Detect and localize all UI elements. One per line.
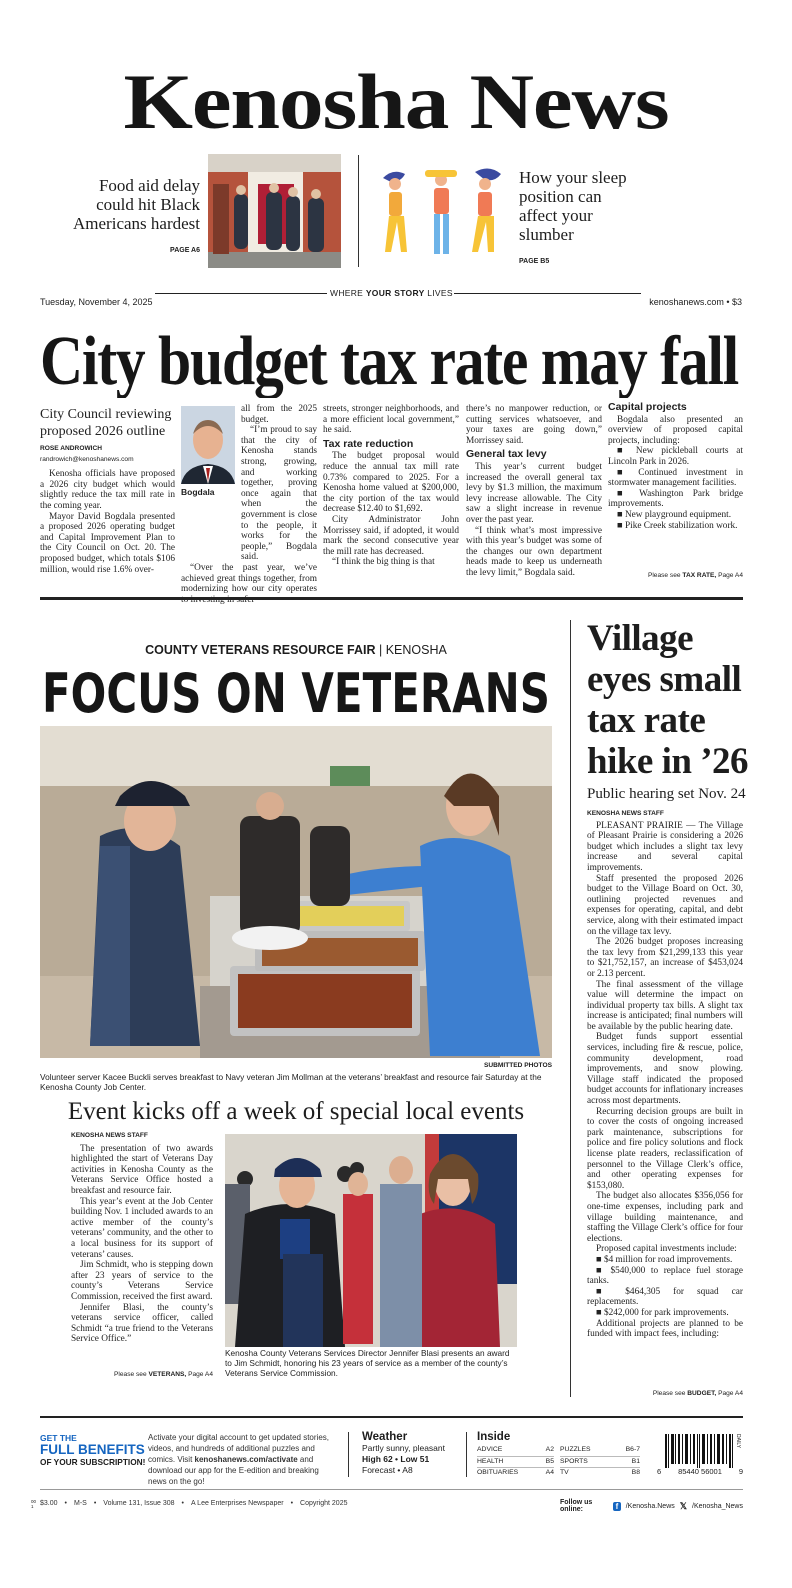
award-photo[interactable] <box>225 1134 517 1347</box>
barcode-number: 6 85440 56001 9 <box>657 1467 743 1476</box>
lead-column-5 <box>608 402 743 531</box>
village-para: Proposed capital investments include: <box>596 1244 737 1255</box>
veterans-story <box>71 1131 213 1345</box>
lead-para: streets, stronger neighborhoods, and a more efficient local government,” he said. <box>323 404 459 436</box>
weather-title: Weather <box>362 1431 408 1443</box>
inside-index <box>477 1431 640 1479</box>
weather-temps: High 62 • Low 51 <box>362 1454 430 1464</box>
lead-column-1 <box>40 406 175 575</box>
teaser-divider <box>358 155 359 267</box>
teaser-sleep[interactable] <box>519 168 629 271</box>
activate-link[interactable]: kenoshanews.com/activate <box>194 1455 298 1464</box>
inside-item[interactable]: HEALTH B5 <box>477 1457 554 1469</box>
dateline-rule-left <box>155 293 327 294</box>
subscription-promo[interactable] <box>40 1433 150 1467</box>
lead-para: This year’s current budget increased the overall general tax levy by $1.3 million, the maximum levy increase allowable. The City saw a slight increase in revenue over the past year. <box>466 461 602 525</box>
lead-para: all from the 2025 budget. <box>241 404 317 425</box>
award-photo-caption: Kenosha County Veterans Services Director Jennifer Blasi presents an award to Jim Schmidt, honoring his 23 years of service as a member of the county’s Veterans Service Commission. <box>225 1348 510 1378</box>
dateline-rule-right <box>454 293 641 294</box>
teaser-food-aid[interactable] <box>60 176 200 260</box>
barcode-edition: DAILY <box>735 1434 741 1449</box>
info-tiny: 00 1 <box>31 1499 37 1509</box>
event-headline[interactable]: Event kicks off a week of special local events <box>67 1098 525 1125</box>
veterans-jump[interactable]: Please see VETERANS, Page A4 <box>114 1371 213 1378</box>
lead-para: City Administrator John Morrissey said, if adopted, it would mark the second consecutive year the mill rate has decreased. <box>323 514 459 557</box>
lead-jump[interactable]: Please see TAX RATE, Page A4 <box>647 572 743 579</box>
veterans-para: Jennifer Blasi, the county’s veterans service officer, called Schmidt “a true friend to the Veterans Service Office.” <box>71 1302 213 1345</box>
teaser-sleep-page: PAGE B5 <box>519 258 550 265</box>
social-links <box>560 1499 743 1513</box>
lead-para: Bogdala also presented an overview of proposed capital projects, including: <box>608 414 743 446</box>
promo-line-1: GET THE <box>40 1433 77 1443</box>
column-divider <box>570 620 571 1397</box>
promo-line-2: FULL BENEFITS <box>40 1442 145 1457</box>
lead-column-2 <box>181 404 317 605</box>
lead-bullet: ■ New playground equipment. <box>617 509 732 520</box>
village-deck: Public hearing set Nov. 24 <box>587 786 746 802</box>
teaser-sleep-headline: How your sleep position can affect your slumber <box>519 168 627 244</box>
info-copyright: Copyright 2025 <box>300 1500 348 1507</box>
twitter-handle[interactable]: /Kenosha_News <box>692 1502 743 1510</box>
teaser-food-aid-page: PAGE A6 <box>170 247 200 254</box>
subhead-capital-projects: Capital projects <box>608 401 687 413</box>
lead-para: there’s no manpower reduction, or cutting services whatsoever, and your taxes are going down,” Morrissey said. <box>466 404 602 446</box>
lead-para: “I’m proud to say that the city of Kenosha stands strong, growing, and working together, proving once again that when the government is close to the people, it works for the people,” Bogdala said. <box>241 425 317 563</box>
masthead <box>0 58 792 138</box>
follow-label: Follow us online: <box>560 1499 593 1513</box>
lead-headline-text: City budget tax rate may fall <box>40 326 739 398</box>
barcode-bars <box>657 1434 743 1468</box>
veterans-byline: KENOSHA NEWS STAFF <box>71 1132 148 1139</box>
lead-headline[interactable] <box>40 326 760 398</box>
footer-divider-2 <box>466 1432 467 1477</box>
lead-para: “I think what’s most impressive with this year’s budget was some of the changes our own department heads made to keep us underneath the levy limit,” Bogdala said. <box>466 525 602 578</box>
inside-item[interactable]: SPORTS B1 <box>560 1457 640 1469</box>
veterans-para: Jim Schmidt, who is stepping down after 23 years of service to the county’s Veterans Service Commission, received the first award. <box>71 1260 213 1302</box>
lead-bullet: ■ Continued investment in stormwater management facilities. <box>608 467 743 489</box>
village-story <box>587 809 743 1340</box>
lead-column-3 <box>323 404 459 568</box>
village-bullet: ■ $242,000 for park improvements. <box>596 1307 729 1318</box>
footer-divider-1 <box>348 1432 349 1477</box>
info-publisher: A Lee Enterprises Newspaper <box>190 1500 284 1507</box>
sleeper-3 <box>472 168 501 252</box>
veterans-photo-credit: SUBMITTED PHOTOS <box>483 1062 552 1069</box>
barcode <box>657 1434 743 1480</box>
village-para: Recurring decision groups are built in to cover the costs of ongoing increased park maintenance, subscriptions for police and fire policy solutions and flock license plate readers, reclassification of personnel to the Village Clerk’s office, and other operating expenses for $153,080. <box>587 1106 743 1191</box>
inside-item[interactable]: OBITUARIES A4 <box>477 1469 554 1476</box>
veterans-para: The presentation of two awards highlighted the start of Veterans Day activities in Kenosha County as the Veterans Service Office hosted a breakfast and resource fair. <box>71 1143 213 1196</box>
lead-para: Kenosha officials have proposed a 2026 city budget which would slightly reduce the tax mill rate in the coming year. <box>40 469 175 511</box>
sleeper-2 <box>425 170 457 254</box>
lead-bullet: ■ Washington Park bridge improvements. <box>608 488 743 510</box>
veterans-kicker: COUNTY VETERANS RESOURCE FAIR | KENOSHA <box>145 643 447 657</box>
village-bullet: ■ $4 million for road improvements. <box>596 1254 733 1265</box>
lead-byline: ROSE ANDROWICH <box>40 445 103 452</box>
inside-item[interactable]: ADVICE A2 <box>477 1445 554 1457</box>
tagline: WHERE YOUR STORY LIVES <box>330 288 453 298</box>
promo-text: Activate your digital account to get updated stories, videos, and hundreds of additional puzzles and comics. Visit kenoshanews.com/activate and download our app for the E-edition and breaking news on the go! <box>148 1433 329 1486</box>
publication-info: $3.00 • M-S • Volume 131, Issue 308 • A Lee Enterprises Newspaper • Copyright 2025 <box>40 1500 348 1507</box>
village-para: The 2026 budget proposes increasing the tax levy from $21,299,133 this year to $21,752,157, an increase of $453,024 or 2.13 percent. <box>587 937 743 979</box>
lead-deck: City Council reviewing proposed 2026 outline <box>40 407 172 439</box>
veterans-headline-text: FOCUS ON VETERANS <box>42 662 550 720</box>
promo-line-3: OF YOUR SUBSCRIPTION! <box>40 1457 146 1467</box>
village-para: Additional projects are planned to be funded with impact fees, including: <box>587 1318 743 1340</box>
subhead-tax-rate-reduction: Tax rate reduction <box>323 437 414 450</box>
lead-bullet: ■ New pickleball courts at Lincoln Park in 2026. <box>608 446 743 467</box>
weather-box[interactable] <box>362 1431 462 1476</box>
veterans-para: This year’s event at the Job Center building Nov. 1 included awards to an active member of the county’s veterans’ community, and the other to a local business for its support of veterans’ causes. <box>71 1196 213 1260</box>
site-price[interactable]: kenoshanews.com • $3 <box>649 297 742 307</box>
inside-title: Inside <box>477 1431 511 1443</box>
footer-info-rule <box>40 1489 743 1490</box>
lead-para: “I think the big thing is that <box>332 557 435 568</box>
section-rule <box>40 597 743 600</box>
village-para: Staff presented the proposed 2026 budget to the Village Board on Oct. 30, outlining projected revenues and expenses for operating, capital, and debt service, along with their estimated impact on the village tax levy. <box>587 873 743 937</box>
bogdala-caption: Bogdala <box>181 487 215 497</box>
inside-grid <box>477 1445 640 1479</box>
crowd <box>343 1156 422 1347</box>
info-volume: Volume 131, Issue 308 <box>103 1500 175 1507</box>
village-headline[interactable]: Village eyes small tax rate hike in ’26 <box>587 618 749 782</box>
village-para: Budget funds support essential services, including fire & rescue, police, community development, road improvements, and snow plowing. Village staff indicated the proposed budget accounts for inflationary increases across most departments. <box>587 1032 743 1107</box>
village-jump[interactable]: Please see BUDGET, Page A4 <box>652 1390 743 1397</box>
veterans-headline[interactable] <box>40 660 552 720</box>
masthead-logo <box>116 58 676 138</box>
lead-para: The budget proposal would reduce the annual tax mill rate 0.73% compared to 2025. For a Kenosha home valued at $200,000, the city portion of the tax would decrease $12.40 to $1,692. <box>323 451 459 515</box>
lead-email[interactable]: randrowich@kenoshanews.com <box>40 455 134 463</box>
lead-column-4 <box>466 404 602 579</box>
teaser-food-aid-headline: Food aid delay could hit Black Americans hardest <box>73 176 200 233</box>
info-days: M-S <box>73 1500 87 1507</box>
facebook-icon[interactable]: f <box>613 1502 621 1511</box>
info-price: $3.00 <box>40 1500 58 1507</box>
veterans-photo-caption: Volunteer server Kacee Buckli serves breakfast to Navy veteran Jim Mollman at the veterans’ breakfast and resource fair Saturday at the Kenosha County Job Center. <box>40 1072 542 1092</box>
teaser-food-aid-photo[interactable] <box>208 154 341 268</box>
inside-item[interactable]: TV B8 <box>560 1469 640 1476</box>
village-para: PLEASANT PRAIRIE — The Village of Pleasant Prairie is considering a 2026 budget which includes a slight tax levy increase and several capital improvements. <box>587 820 743 873</box>
sleeper-1 <box>383 172 407 252</box>
village-para: The final assessment of the village value will determine the impact on individual property tax bills. A slight tax increase is anticipated; final numbers will be available by the public hearing date. <box>587 979 743 1032</box>
footer-rule <box>40 1416 743 1418</box>
weather-desc: Partly sunny, pleasant <box>362 1443 445 1453</box>
masthead-title: Kenosha News <box>123 58 669 138</box>
weather-ref: Forecast • A8 <box>362 1465 413 1475</box>
issue-date: Tuesday, November 4, 2025 <box>40 297 153 307</box>
inside-item[interactable]: PUZZLES B6-7 <box>560 1445 640 1457</box>
subhead-general-tax-levy: General tax levy <box>466 448 547 461</box>
lead-bullet: ■ Pike Creek stabilization work. <box>617 520 738 531</box>
village-byline: KENOSHA NEWS STAFF <box>587 810 664 817</box>
lead-para: “Over the past year, we’ve achieved great things together, from modernizing how our city operates to investing in safer <box>181 562 317 605</box>
village-bullet: ■ $540,000 to replace fuel storage tanks. <box>587 1265 743 1287</box>
x-icon[interactable]: 𝕏 <box>679 1500 688 1511</box>
village-para: The budget also allocates $356,056 for one-time expenses, including park and village building maintenance, and staffing the Village Clerk’s office for four elections. <box>587 1191 743 1244</box>
lead-para: Mayor David Bogdala presented a proposed 2026 operating budget and Capital Improvement Plan to the City Council on Oct. 20. The proposed budget, which totals $106 million, would rise 1.6% over- <box>40 511 175 575</box>
village-bullet: ■ $464,305 for squad car replacements. <box>587 1286 743 1308</box>
facebook-handle[interactable]: /Kenosha.News <box>625 1502 675 1510</box>
sleep-illustration[interactable] <box>375 162 510 262</box>
veterans-breakfast-photo[interactable] <box>40 726 552 1058</box>
